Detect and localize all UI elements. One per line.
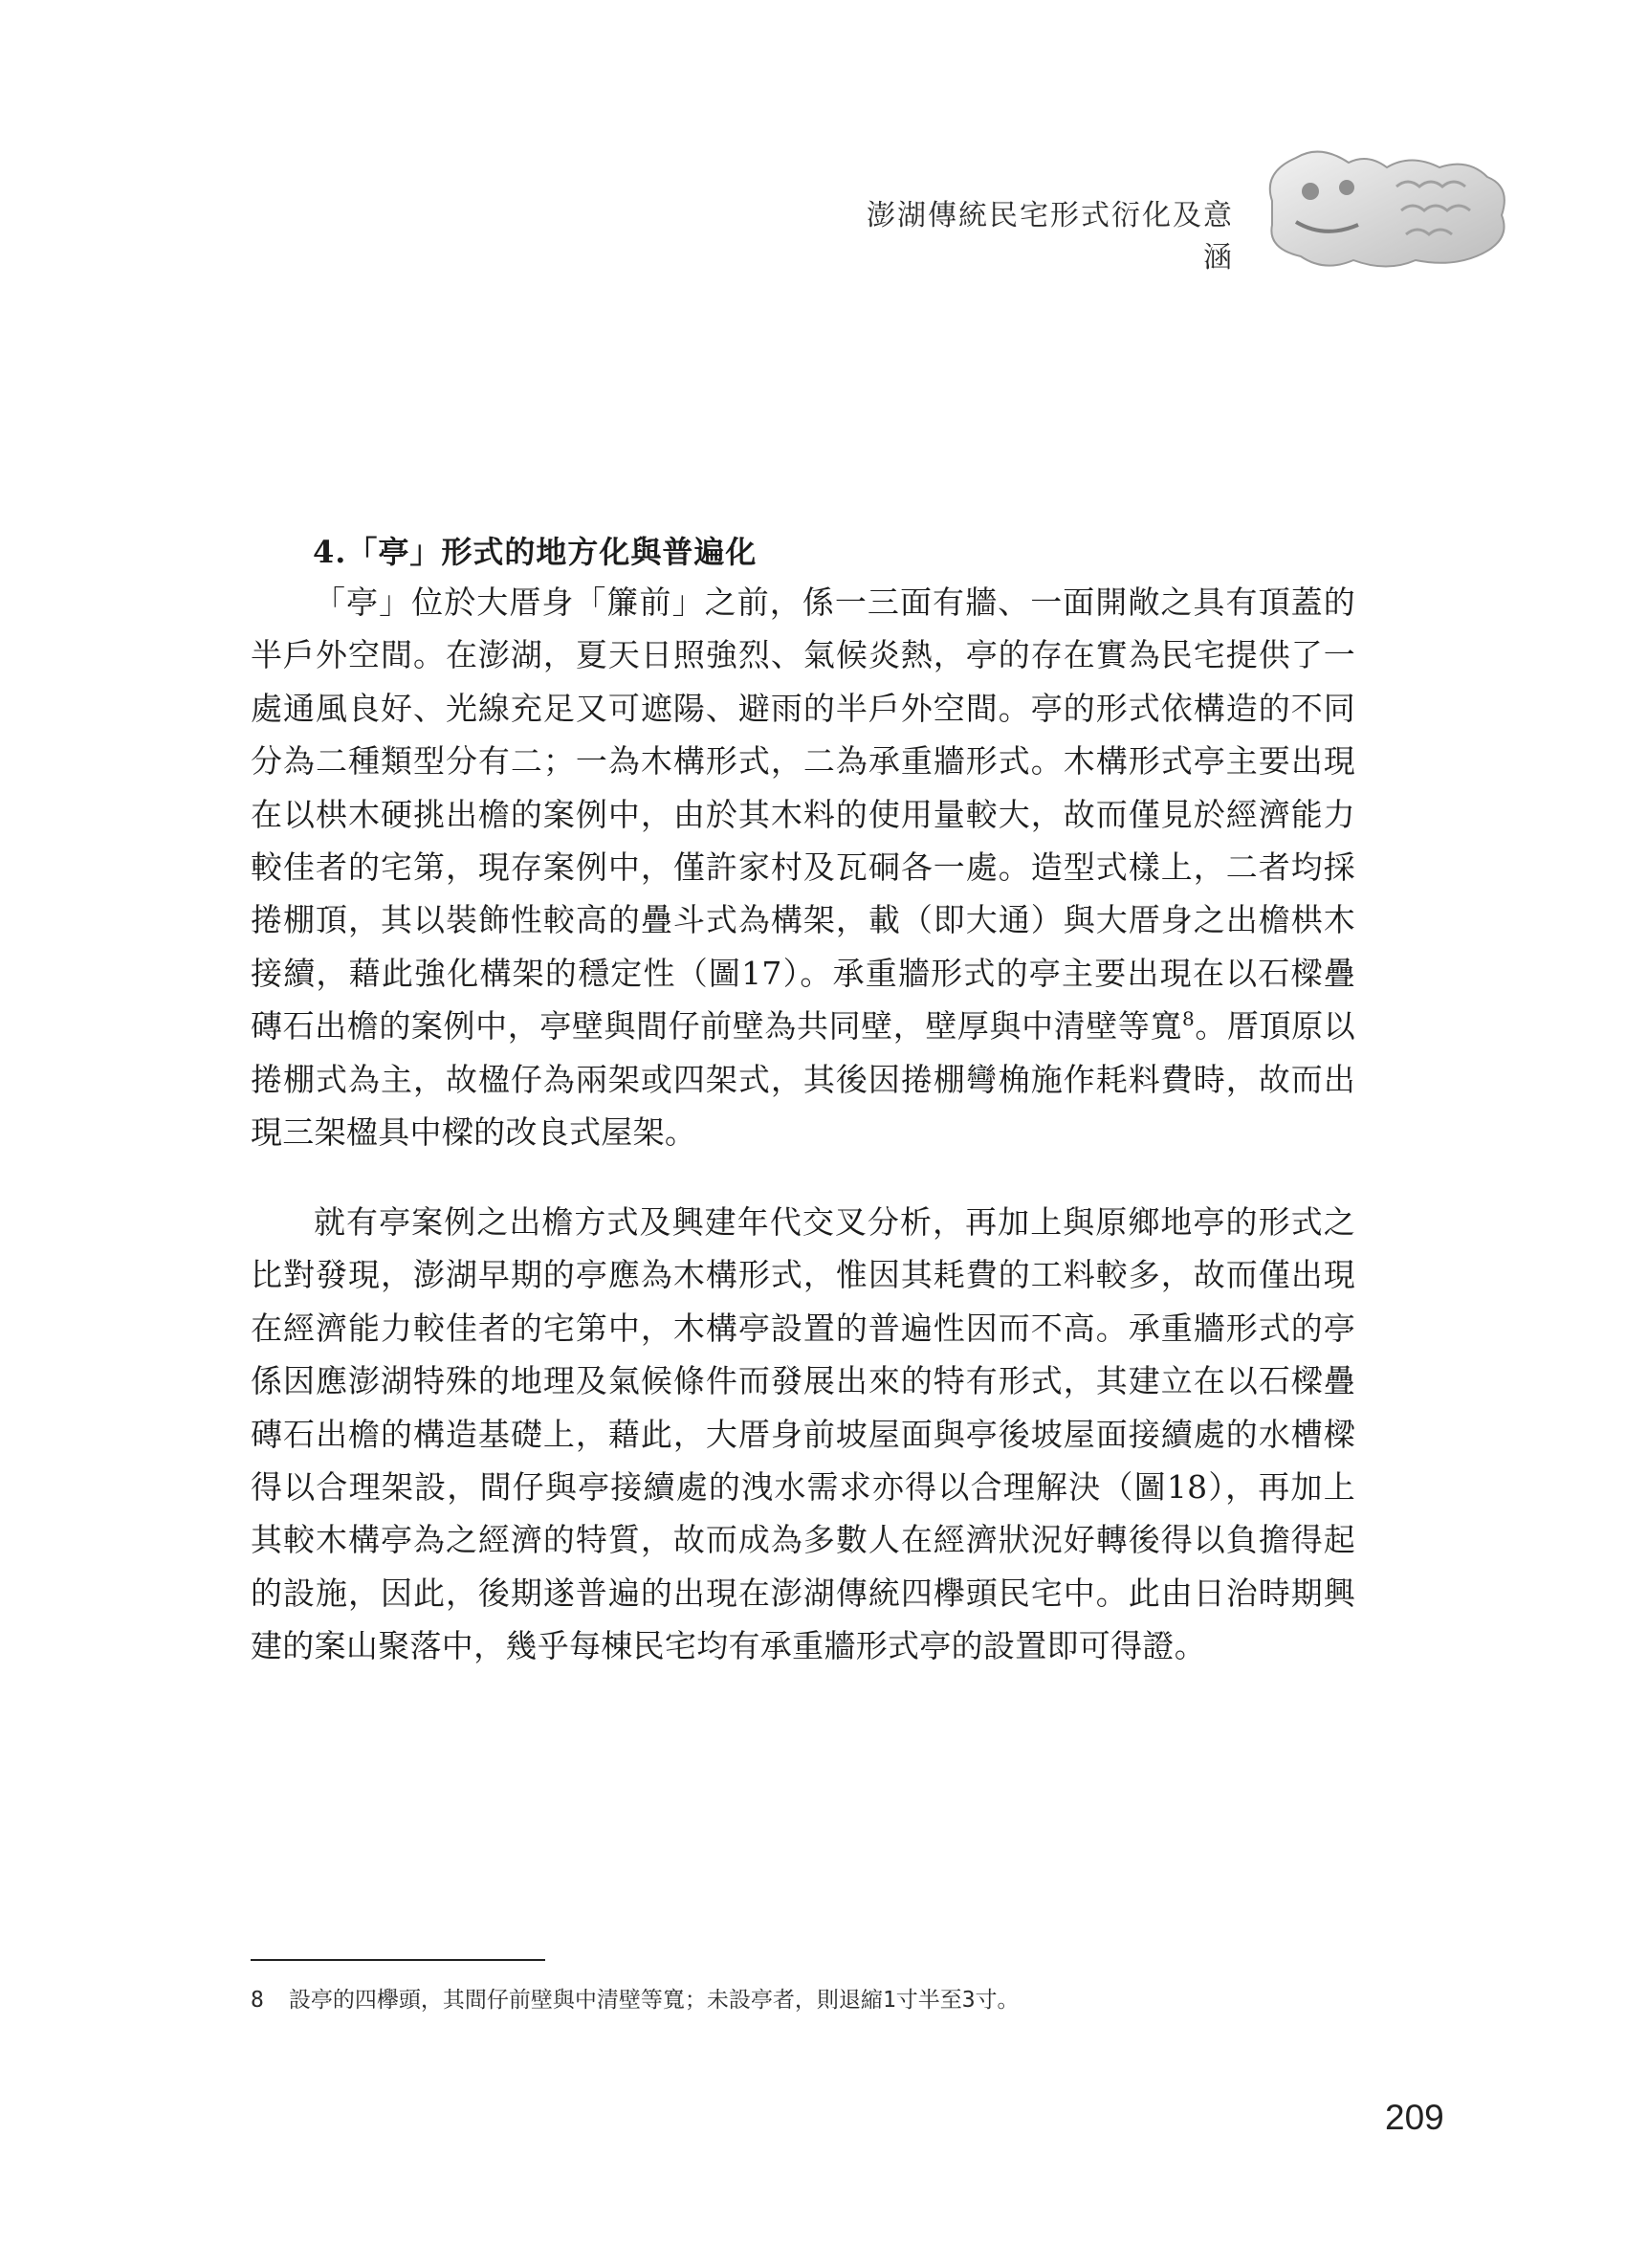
footnote — [251, 1982, 1351, 2014]
footnote-text: 設亭的四欅頭，其間仔前壁與中清壁等寬；未設亭者，則退縮1寸半至3寸。 — [288, 1988, 1020, 2013]
footnote-divider — [251, 1959, 545, 1961]
paragraph-1-text-b: 。厝頂原以捲棚式為主，故楹仔為兩架或四架式，其後因捲棚彎桷施作耗料費時，故而出現三架楹具中樑的改良式屋架。 — [251, 1007, 1355, 1152]
running-title: 澎湖傳統民宅形式衍化及意涵 — [867, 199, 1234, 275]
footnote-number: 8 — [251, 1988, 264, 2013]
paragraph-2: 就有亭案例之出檐方式及興建年代交叉分析，再加上與原鄉地亭的形式之比對發現，澎湖早期的亭應為木構形式，惟因其耗費的工料較多，故而僅出現在經濟能力較佳者的宅第中，木構亭設置的普遍性因而不高。承重牆形式的亭係因應澎湖特殊的地理及氣候條件而發展出來的特有形式，其建立在以石樑疊磚石出檐的構造基礎上，藉此，大厝身前坡屋面與亭後坡屋面接續處的水槽樑得以合理架設，間仔與亭接續處的洩水需求亦得以合理解決（圖18），再加上其較木構亭為之經濟的特質，故而成為多數人在經濟狀況好轉後得以負擔得起的設施，因此，後期遂普遍的出現在澎湖傳統四欅頭民宅中。此由日治時期興建的案山聚落中，幾乎每棟民宅均有承重牆形式亭的設置即可得證。 — [251, 1203, 1355, 1665]
paragraph-1 — [251, 576, 1355, 1158]
section-heading: 4.「亭」形式的地方化與普遍化 — [313, 534, 758, 570]
stone-lion-icon — [1243, 134, 1521, 277]
paragraph-1-text-a: 「亭」位於大厝身「簾前」之前，係一三面有牆、一面開敞之具有頂蓋的半戶外空間。在澎湖，夏天日照強烈、氣候炎熱，亭的存在實為民宅提供了一處通風良好、光線充足又可遮陽、避雨的半戶外空間。亭的形式依構造的不同分為二種類型分有二；一為木構形式，二為承重牆形式。木構形式亭主要出現在以栱木硬挑出檐的案例中，由於其木料的使用量較大，故而僅見於經濟能力較佳者的宅第，現存案例中，僅許家村及瓦硐各一處。造型式樣上，二者均採捲棚頂，其以裝飾性較高的疊斗式為構架，載（即大通）與大厝身之出檐栱木接續，藉此強化構架的穩定性（圖17）。承重牆形式的亭主要出現在以石樑疊磚石出檐的案例中，亭壁與間仔前壁為共同壁，壁厚與中清壁等寬 — [251, 584, 1355, 1046]
page-number: 209 — [1385, 2098, 1444, 2137]
footnote-reference: 8 — [1182, 1007, 1196, 1031]
